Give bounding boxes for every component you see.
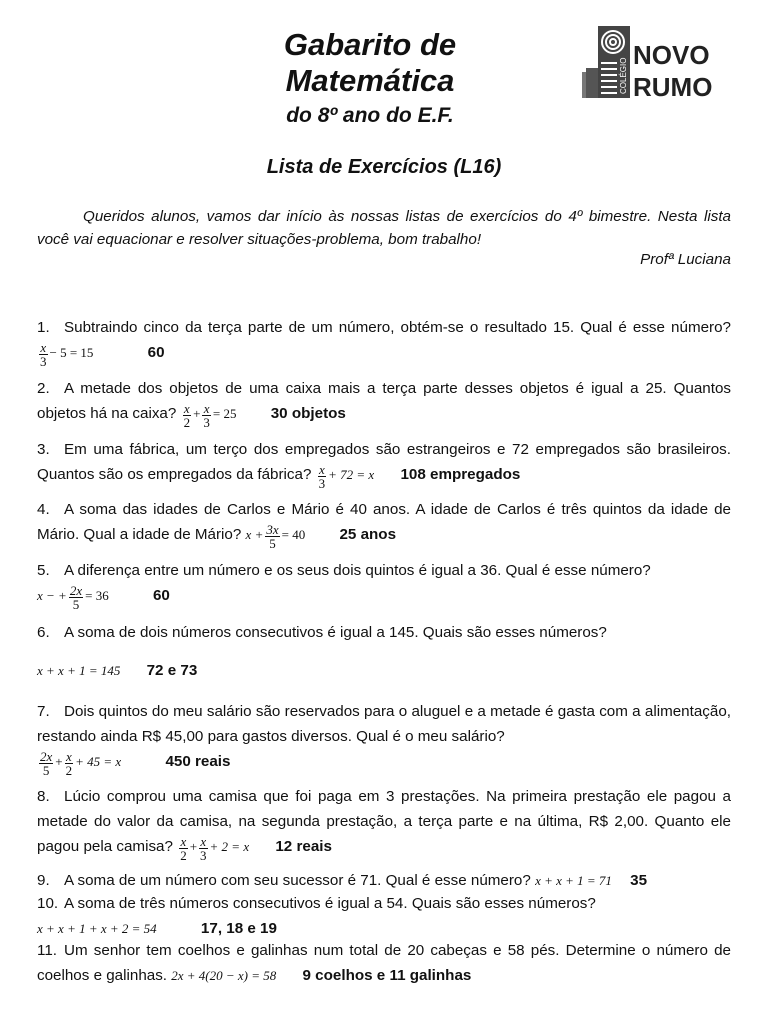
answer: 60: [147, 344, 165, 361]
question-text: Subtraindo cinco da terça parte de um número, obtém-se o resultado 15. Qual é esse número?: [64, 319, 731, 336]
answer: 17, 18 e 19: [200, 920, 277, 937]
question-number: 7.: [37, 703, 50, 720]
title-line-2: Matemática: [285, 63, 455, 98]
question-number: 1.: [37, 319, 50, 336]
question-number: 6.: [37, 624, 50, 641]
equation: 2x + 4(20 − x) = 58: [171, 968, 277, 983]
answer: 12 reais: [275, 838, 332, 855]
logo-text-novo: NOVO: [633, 40, 710, 70]
question-text: A soma de três números consecutivos é igual a 54. Quais são esses números?: [64, 895, 596, 912]
question-number: 10.: [37, 895, 59, 912]
answer: 35: [630, 872, 648, 889]
question-text: A soma das idades de Carlos e Mário é 40 anos. A idade de Carlos é três quintos da idade de Mário. Qual a idade de Mário?: [37, 501, 731, 543]
question-text: A soma de dois números consecutivos é igual a 145. Quais são esses números?: [64, 624, 607, 641]
question-number: 11.: [37, 942, 57, 959]
answer: 9 coelhos e 11 galinhas: [302, 967, 472, 984]
question-text: Dois quintos do meu salário são reservados para o aluguel e a metade é gasta com a alimentação, restando ainda R$ 45,00 para gastos diversos. Qual é o meu salário?: [37, 703, 731, 745]
answer: 30 objetos: [270, 405, 346, 422]
question-1: [37, 315, 731, 368]
answer: 25 anos: [339, 526, 397, 543]
question-8: [37, 784, 731, 862]
signature: Profª Luciana: [640, 251, 731, 268]
answer: 60: [152, 587, 170, 604]
question-9: [37, 868, 731, 893]
list-title: Lista de Exercícios (L16): [266, 156, 502, 178]
equation: x + $\frac{3x}{5}$ = 40: [245, 521, 306, 551]
question-number: 2.: [37, 380, 50, 397]
logo-text-rumo: RUMO: [633, 72, 713, 102]
title-line-1: Gabarito de: [283, 27, 457, 62]
question-text: Em uma fábrica, um terço dos empregados são estrangeiros e 72 empregados são brasileiros. Quantos são os empregados da fábrica?: [37, 441, 731, 483]
question-text: Um senhor tem coelhos e galinhas num total de 20 cabeças e 58 pés. Determine o número de coelhos e galinhas.: [37, 942, 731, 984]
question-number: 3.: [37, 441, 50, 458]
question-text: A diferença entre um número e os seus dois quintos é igual a 36. Qual é esse número?: [64, 562, 651, 579]
question-number: 9.: [37, 872, 50, 889]
answer: 108 empregados: [400, 466, 521, 483]
question-3: [37, 437, 731, 490]
question-number: 8.: [37, 788, 50, 805]
question-text: Lúcio comprou uma camisa que foi paga em 3 prestações. Na primeira prestação ele pagou a metade do valor da camisa, na segunda prestação, a terça parte e na última, R$ 2,00. Quanto ele pagou pela camisa?: [37, 788, 731, 855]
question-7: [37, 699, 731, 777]
question-10: [37, 891, 731, 941]
equation: x + x + 1 = 145: [37, 663, 121, 678]
question-2: [37, 376, 731, 429]
subtitle: do 8º ano do E.F.: [286, 104, 454, 127]
question-text: A metade dos objetos de uma caixa mais a terça parte desses objetos é igual a 25. Quantos objetos há na caixa?: [37, 380, 731, 422]
equation: $\frac{x}{3}$ + 72 = x: [318, 461, 375, 491]
question-5: [37, 558, 731, 611]
equation: $\frac{x}{2}$ + $\frac{x}{3}$ = 25: [183, 400, 237, 430]
logo-side-text: COLÉGIO: [619, 57, 628, 94]
question-4: [37, 497, 731, 550]
question-11: [37, 938, 731, 988]
equation: x + x + 1 = 71: [535, 873, 612, 888]
intro-paragraph: Queridos alunos, vamos dar início às nossas listas de exercícios do 4º bimestre. Nesta lista você vai equacionar e resolver situações-problema, bom trabalho!: [37, 208, 731, 248]
question-number: 4.: [37, 501, 50, 518]
question-text: A soma de um número com seu sucessor é 71. Qual é esse número?: [64, 872, 531, 889]
question-6: [37, 620, 731, 645]
question-6-answer-line: [37, 658, 731, 683]
answer: 450 reais: [165, 753, 231, 770]
school-logo: [582, 24, 732, 104]
equation: x − + $\frac{2x}{5}$ = 36: [37, 582, 109, 612]
equation: $\frac{x}{3}$ − 5 = 15: [40, 339, 94, 369]
equation: $\frac{x}{2}$ + $\frac{x}{3}$ + 2 = x: [180, 833, 250, 863]
answer: 72 e 73: [146, 662, 198, 679]
equation: $\frac{2x}{5}$ + $\frac{x}{2}$ + 45 = x: [40, 748, 122, 778]
question-number: 5.: [37, 562, 50, 579]
equation: x + x + 1 + x + 2 = 54: [37, 921, 157, 936]
